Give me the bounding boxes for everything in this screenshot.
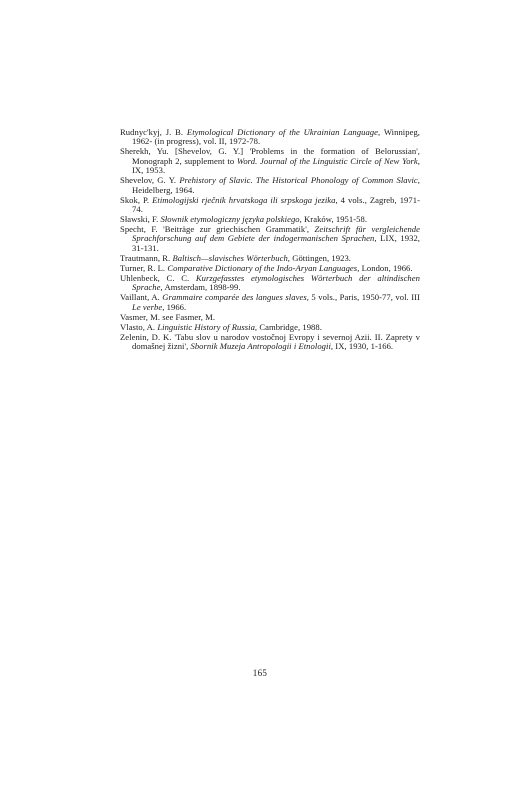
bibliography-entry-slawski [120,215,420,224]
entry-text: , 5 vols., Paris, 1950-77, vol. III [306,292,420,303]
entry-title: Word. Journal of the Linguistic Circle of New York [236,155,418,166]
entry-title: Sbornik Muzeja Antropologii i Etnologii [190,341,331,352]
bibliography-entry-specht [120,225,420,253]
bibliography-entry-rudnyckyj [120,128,420,147]
entry-text: Vasmer, M. see Fasmer, M. [120,311,216,322]
entry-text: , IX, 1953. [132,155,420,176]
entry-text: Turner, R. L. [120,262,168,273]
entry-text: Trautmann, R. [120,252,173,263]
entry-text: Specht, F. 'Beiträge zur griechischen Grammatik', [120,224,315,235]
bibliography-entry-vlasto [120,323,420,332]
entry-text: , Amsterdam, 1898-99. [160,282,241,293]
entry-text: Shevelov, G. Y. [120,175,180,186]
entry-title: Słownik etymologiczny języka polskiego [160,214,300,225]
entry-text: Zelenin, D. K. 'Tabu slov u narodov vostočnoj Evropy i severnoj Azii. II. Zaprety v domašnej žizni', [120,331,420,352]
bibliography-entry-turner [120,264,420,273]
entry-text: , 1966. [162,301,187,312]
entry-title: Linguistic History of Russia [157,321,255,332]
entry-text: , London, 1966. [357,262,413,273]
bibliography-entry-vasmer [120,313,420,322]
entry-text: Sławski, F. [120,214,161,225]
entry-text: , Heidelberg, 1964. [132,175,420,195]
entry-text: , 4 vols., Zagreb, 1971-74. [132,194,420,215]
entry-title: Etymological Dictionary of the Ukrainian Language [186,127,379,137]
bibliography-entry-trautmann [120,254,420,263]
entry-title: Zeitschrift für vergleichende Sprachforschung auf dem Gebiete der indogermanischen Sprachen [132,224,421,244]
bibliography-entry-shevelov [120,176,420,195]
page-number: 165 [252,668,268,678]
entry-title: Baltisch—slavisches Wörterbuch [172,252,288,263]
bibliography-entry-vaillant [120,293,420,312]
entry-title: Prehistory of Slavic. The Historical Phonology of Common Slavic [179,175,418,186]
entry-subtitle: Le verbe [132,301,163,312]
bibliography-entry-uhlenbeck [120,274,420,293]
bibliography-entry-skok [120,196,420,215]
entry-text: Uhlenbeck, C. C. [120,272,196,283]
entry-title: Kurzgefasstes etymologisches Wörterbuch der altindischen Sprache [132,272,420,293]
entry-title: Comparative Dictionary of the Indo-Aryan Languages [167,262,358,273]
entry-text: , IX, 1930, 1-166. [330,341,394,352]
entry-title: Grammaire comparée des langues slaves [162,292,307,303]
entry-text: , Göttingen, 1923. [287,252,351,263]
entry-text: Rudnyc'kyj, J. B. [120,127,187,137]
bibliography-list [120,128,420,352]
entry-text: Sherekh, Yu. [Shevelov, G. Y.] 'Problems in the formation of Belorussian', Monograph 2, supplement to [120,146,420,166]
entry-text: , Cambridge, 1988. [254,321,322,332]
entry-text: Skok, P. [120,194,153,205]
entry-title: Etimologijski rječnik hrvatskoga ili srpskoga jezika [152,194,336,205]
bibliography-entry-sherekh [120,147,420,175]
entry-text: Vlasto, A. [120,321,158,332]
entry-text: , Winnipeg, 1962- (in progress), vol. II, 1972-78. [132,127,420,147]
entry-text: , LIX, 1932, 31-131. [132,233,420,253]
entry-text: , Kraków, 1951-58. [299,214,368,225]
bibliography-entry-zelenin [120,333,420,352]
entry-text: Vaillant, A. [120,292,163,303]
